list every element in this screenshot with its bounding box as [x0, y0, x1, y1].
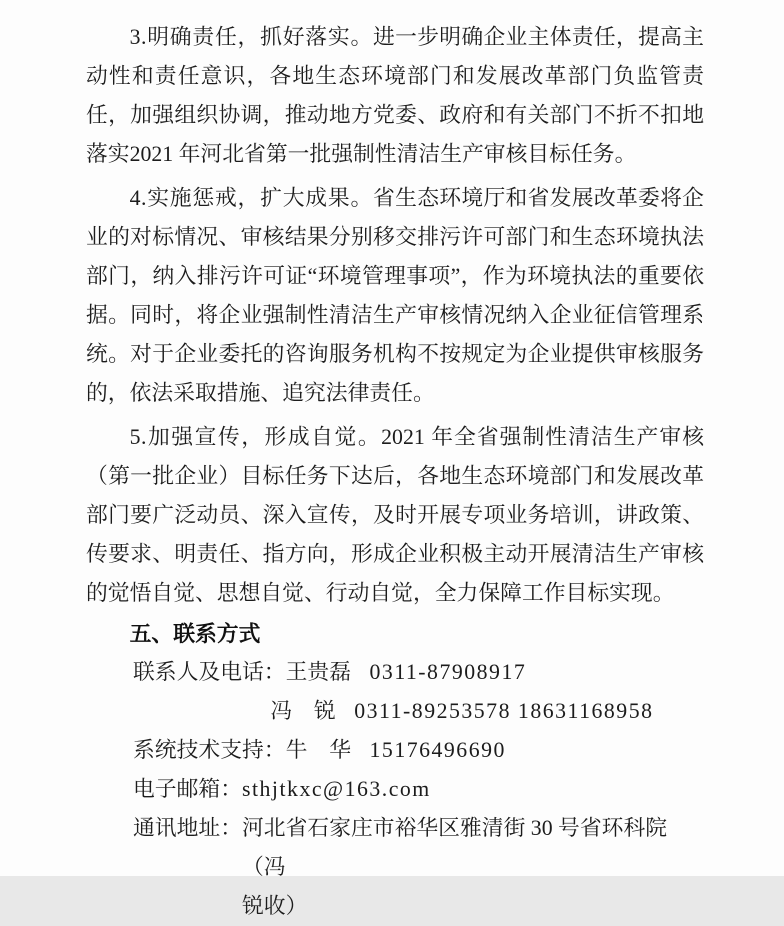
contact-person-name: 冯 锐 — [270, 699, 336, 723]
contact-row-phone-2 — [133, 692, 704, 731]
contact-label: 通讯地址： — [133, 816, 242, 840]
contact-label: 联系人及电话： — [133, 660, 286, 684]
contact-block — [86, 653, 704, 926]
paragraph-3-text: 进一步明确企业主体责任，提高主动性和责任意识，各地生态环境部门和发展改革部门负监管责任，加强组织协调，推动地方党委、政府和有关部门不折不扣地落实2021 年河北省第一批强制性清洁生产审核目标任务。 — [86, 25, 704, 166]
address-line-2: 锐收） — [242, 894, 308, 918]
paragraph-4 — [86, 179, 704, 413]
contact-label: 电子邮箱： — [133, 777, 242, 801]
contact-phone-number: 15176496690 — [369, 738, 506, 762]
contact-phone-number: 0311-89253578 18631168958 — [354, 699, 654, 723]
contact-row-phone-1 — [133, 653, 704, 692]
contact-mailing-address — [242, 809, 704, 926]
contact-row-email — [133, 770, 704, 809]
paragraph-5-lead: 5.加强宣传，形成自觉。 — [129, 425, 382, 449]
paragraph-4-lead: 4.实施惩戒，扩大成果。 — [129, 186, 374, 210]
contact-label: 系统技术支持： — [133, 738, 286, 762]
address-line-1: 河北省石家庄市裕华区雅清街 30 号省环科院（冯 — [242, 816, 668, 879]
paragraph-4-text: 省生态环境厅和省发展改革委将企业的对标情况、审核结果分别移交排污许可部门和生态环境执法部门，纳入排污许可证“环境管理事项”，作为环境执法的重要依据。同时，将企业强制性清洁生产审核情况纳入企业征信管理系统。对于企业委托的咨询服务机构不按规定为企业提供审核服务的，依法采取措施、追究法律责任。 — [86, 186, 704, 405]
paragraph-3-lead: 3.明确责任，抓好落实。 — [129, 25, 374, 49]
contact-phone-number: 0311-87908917 — [369, 660, 527, 684]
paragraph-5-text: 2021 年全省强制性清洁生产审核（第一批企业）目标任务下达后，各地生态环境部门和发展改革部门要广泛动员、深入宣传，及时开展专项业务培训，讲政策、传要求、明责任、指方向，形成企业积极主动开展清洁生产审核的觉悟自觉、思想自觉、行动自觉，全力保障工作目标实现。 — [86, 425, 704, 605]
contact-row-tech-support — [133, 731, 704, 770]
contact-row-address — [133, 809, 704, 926]
paragraph-5 — [86, 418, 704, 613]
contact-person-name: 牛 华 — [285, 738, 351, 762]
paragraph-3 — [86, 18, 704, 174]
contact-email-address: sthjtkxc@163.com — [242, 777, 431, 801]
contact-person-name: 王贵磊 — [285, 660, 351, 684]
section-heading-contact: 五、联系方式 — [129, 621, 261, 646]
